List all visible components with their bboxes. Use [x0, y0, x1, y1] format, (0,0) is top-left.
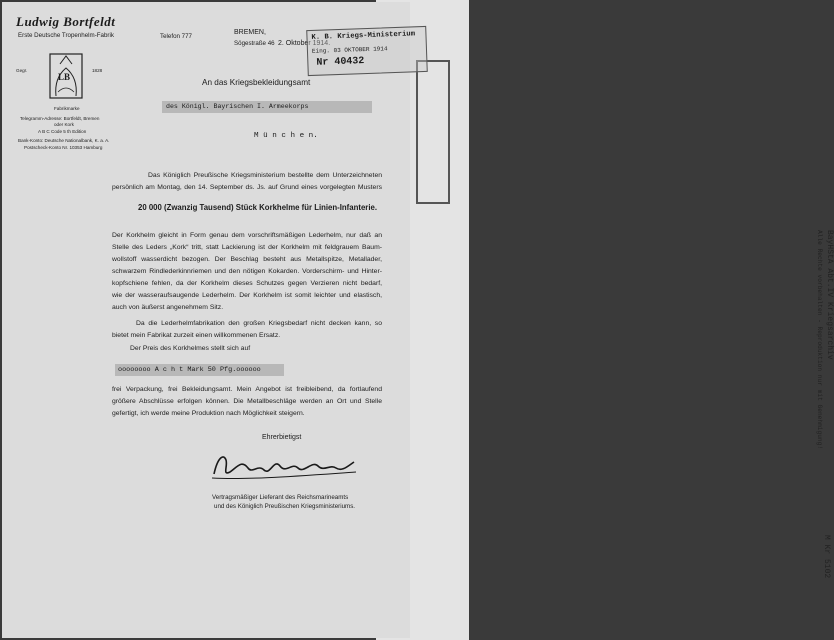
order-line: 20 000 (Zwanzig Tausend) Stück Korkhelme für Linien-Infanterie.	[138, 203, 378, 212]
paragraph-5-line-2: größere Abschlüsse erfolgen können. Die Metallbeschläge werden an Ort und Stelle	[112, 398, 382, 405]
paragraph-5-line-1: frei Verpackung, frei Bekleidungsamt. Mein Angebot ist freibleibend, da fortlaufend	[112, 386, 382, 393]
ministry-stamp	[306, 26, 428, 76]
bank-account: Bank-Konto: Deutsche Nationalbank, K. a. A.	[18, 138, 110, 143]
stamp-received: Eing. 03 OKTOBER 1914	[311, 45, 388, 55]
city: BREMEN,	[234, 29, 266, 36]
paragraph-2-line-6: wie der wasseraufsaugende Lederhelm. Der Korkhelm ist somit leichter und elastisch,	[112, 292, 382, 299]
receipt-stamp-box	[416, 60, 450, 204]
paragraph-2-end: auch von äußerst angenehmem Sitz.	[112, 304, 224, 311]
letter-date: 2. Oktober 1914.	[278, 40, 331, 47]
paragraph-1-line-1: Das Königlich Preußische Kriegsministerium bestellte dem Unterzeichneten	[148, 172, 382, 179]
founded-label: Gegr.	[16, 68, 28, 73]
price-intro: Der Preis des Korkhelmes stellt sich auf	[130, 345, 251, 352]
stamp-number: Nr 40432	[316, 56, 365, 69]
archive-label: BayHStA Abt.IV Kriegsarchiv	[825, 230, 834, 360]
company-subtitle: Erste Deutsche Tropenhelm-Fabrik	[18, 32, 114, 39]
paragraph-3-line-1: Da die Lederhelmfabrikation den großen Kriegsbedarf nicht decken kann, so	[136, 320, 382, 327]
paragraph-3-line-2: bietet mein Fabrikat zurzeit einen willkommenen Ersatz.	[112, 332, 281, 339]
paragraph-2-line-4: schwarzem Rindlederkinnriemen und den nötigen Kokarden. Vorderschirm- und Hinter-	[112, 268, 382, 275]
address-line-1: An das Kriegsbekleidungsamt	[202, 78, 311, 87]
logo-letters: LB	[58, 72, 71, 82]
letter-page	[2, 2, 416, 638]
street: Sögestraße 46	[234, 40, 275, 47]
paragraph-2-line-2: Stelle des Leders „Kork“ tritt, statt Lackierung ist der Korkhelm mit feldgrauem Baum-	[112, 244, 382, 251]
address-line-2: des Königl. Bayrischen I. Armeekorps	[162, 101, 372, 113]
postal-account: Postscheck-Konto Nr. 10353 Hamburg	[24, 145, 103, 150]
supplier-line-1: Vertragsmäßiger Lieferant des Reichsmarineamts	[212, 494, 349, 501]
paragraph-5-line-3: gefertigt, ich werde meine Produktion nach Möglichkeit steigern.	[112, 410, 305, 417]
address-city: M ü n c h e n.	[254, 132, 318, 140]
closing-greeting: Ehrerbietigst	[262, 434, 302, 441]
telegram-address: Telegramm-Adresse: Bortfeldt, Bremen	[20, 116, 100, 121]
company-logo-emblem	[46, 50, 86, 104]
telefon: Telefon 777	[160, 33, 192, 40]
paragraph-2-line-5: kopfschiene fehlen, da der Korkhelm dieses Schutzes gegen Verzieren nicht bedarf,	[112, 280, 382, 287]
stamp-title: K. B. Kriegs-Ministerium	[311, 30, 416, 42]
abc-code: A B C Code 5 th Edition	[38, 129, 87, 134]
paragraph-1-line-2: persönlich am Montag, den 14. September ds. Js. auf Grund eines vorgelegten Musters	[112, 184, 382, 191]
company-name: Ludwig Bortfeldt	[16, 14, 116, 29]
archive-rights: Alle Rechte vorbehalten - Reproduktion nur mit Genehmigung!	[816, 230, 823, 450]
archive-signature: M Kr 5102	[822, 535, 831, 579]
trademark-label: Fabrikmarke	[54, 106, 80, 111]
paragraph-2-line-3: wollstoff wasserdicht bezogen. Der Beschlag besteht aus Metallspitze, Metallader,	[112, 256, 382, 263]
supplier-line-2: und des Königlich Preußischen Kriegsministeriums.	[214, 503, 356, 510]
paragraph-2-line-1: Der Korkhelm gleicht in Form genau dem vorschriftsmäßigen Lederhelm, nur daß an	[112, 232, 382, 239]
founded-year: 1828	[92, 68, 103, 73]
price-line: oooooooo A c h t Mark 50 Pfg.oooooo	[115, 364, 284, 376]
telegram-alt: oder Kork	[54, 122, 74, 127]
handwritten-signature	[208, 450, 360, 482]
